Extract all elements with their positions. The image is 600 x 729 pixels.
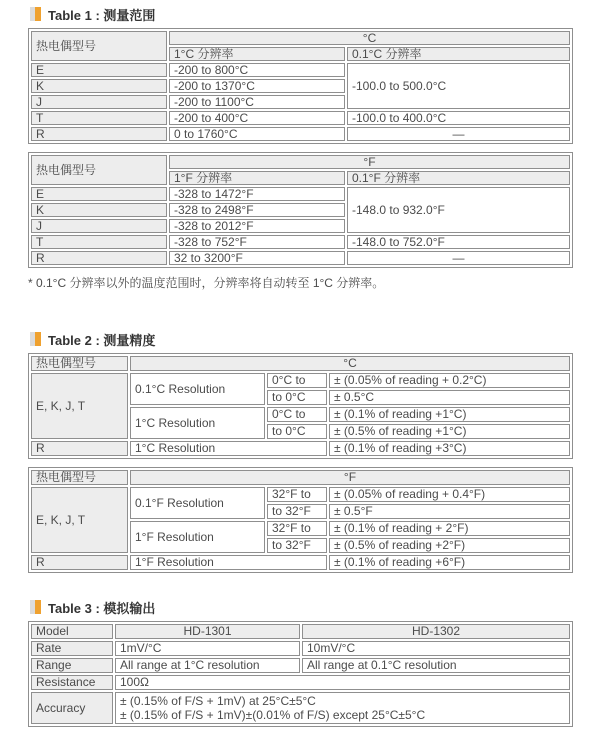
t3-accuracy-line2: ± (0.15% of F/S + 1mV)±(0.01% of F/S) except 25°C±5°C <box>120 708 426 722</box>
t1f-row-r-range01: — <box>347 251 570 265</box>
t1f-row-r-range1: 32 to 3200°F <box>169 251 345 265</box>
t1f-row-k-type: K <box>31 203 167 217</box>
table1-fahrenheit <box>28 152 573 268</box>
t3-resistance-label: Resistance <box>31 675 113 690</box>
t1c-row-r-range1: 0 to 1760°C <box>169 127 345 141</box>
t2f-res1-acc-below: ± (0.5% of reading +2°F) <box>329 538 570 553</box>
t3-range-hd1301: All range at 1°C resolution <box>115 658 300 673</box>
t1f-row-t-type: T <box>31 235 167 249</box>
t2f-type-header: 热电偶型号 <box>31 470 128 485</box>
t3-accuracy-line1: ± (0.15% of F/S + 1mV) at 25°C±5°C <box>120 694 316 708</box>
table1-footnote: * 0.1°C 分辨率以外的温度范围时，分辨率将自动转至 1°C 分辨率。 <box>28 276 385 290</box>
t3-accuracy-value <box>115 692 570 724</box>
t2f-res1-cond-below: to 32°F <box>267 538 327 553</box>
table1-title-text: Table 1 : 测量范围 <box>48 7 156 23</box>
t1f-row-e-type: E <box>31 187 167 201</box>
t3-rate-hd1302: 10mV/°C <box>302 641 570 656</box>
t3-resistance-value: 100Ω <box>115 675 570 690</box>
t2c-res01-acc-below: ± 0.5°C <box>329 390 570 405</box>
t1f-row-j-type: J <box>31 219 167 233</box>
t1c-merged-range01: -100.0 to 500.0°C <box>347 63 570 109</box>
t3-rate-label: Rate <box>31 641 113 656</box>
t3-accuracy-label: Accuracy <box>31 692 113 724</box>
t2c-group-type: E, K, J, T <box>31 373 128 439</box>
t1c-type-header: 热电偶型号 <box>31 31 167 61</box>
table2-title-text: Table 2 : 测量精度 <box>48 332 156 348</box>
t2c-res1-cond-below: to 0°C <box>267 424 327 439</box>
t1f-row-e-range1: -328 to 1472°F <box>169 187 345 201</box>
t2f-r-acc: ± (0.1% of reading +6°F) <box>329 555 570 570</box>
t1c-row-e-range1: -200 to 800°C <box>169 63 345 77</box>
t2f-res01-label: 0.1°F Resolution <box>130 487 265 519</box>
table3-analog-output <box>28 621 573 727</box>
t2f-res1-cond-above: 32°F to <box>267 521 327 536</box>
t2f-r-type: R <box>31 555 128 570</box>
t3-model-hd1301: HD-1301 <box>115 624 300 639</box>
table2-title <box>30 331 573 347</box>
t1c-res1-header: 1°C 分辨率 <box>169 47 345 61</box>
t2c-r-res: 1°C Resolution <box>130 441 327 456</box>
table3-title <box>30 599 573 615</box>
t1c-row-r-range01: — <box>347 127 570 141</box>
t1f-row-j-range1: -328 to 2012°F <box>169 219 345 233</box>
t1f-type-header: 热电偶型号 <box>31 155 167 185</box>
section-bullet-icon <box>30 332 41 346</box>
t2f-group-type: E, K, J, T <box>31 487 128 553</box>
t3-range-label: Range <box>31 658 113 673</box>
t2c-res01-label: 0.1°C Resolution <box>130 373 265 405</box>
t2c-r-type: R <box>31 441 128 456</box>
t1f-row-r-type: R <box>31 251 167 265</box>
table3-title-text: Table 3 : 模拟输出 <box>48 600 156 616</box>
t1c-row-j-range1: -200 to 1100°C <box>169 95 345 109</box>
t1c-row-k-range1: -200 to 1370°C <box>169 79 345 93</box>
t2f-res01-cond-below: to 32°F <box>267 504 327 519</box>
table1-celsius <box>28 28 573 144</box>
t2c-res1-cond-above: 0°C to <box>267 407 327 422</box>
t1f-res01-header: 0.1°F 分辨率 <box>347 171 570 185</box>
t2f-res01-cond-above: 32°F to <box>267 487 327 502</box>
t1c-res01-header: 0.1°C 分辨率 <box>347 47 570 61</box>
t1c-row-e-type: E <box>31 63 167 77</box>
t2c-type-header: 热电偶型号 <box>31 356 128 371</box>
section-bullet-icon <box>30 7 41 21</box>
t3-model-hd1302: HD-1302 <box>302 624 570 639</box>
t1f-row-k-range1: -328 to 2498°F <box>169 203 345 217</box>
t2c-res1-acc-above: ± (0.1% of reading +1°C) <box>329 407 570 422</box>
t1c-row-k-type: K <box>31 79 167 93</box>
t1f-merged-range01: -148.0 to 932.0°F <box>347 187 570 233</box>
t2c-res01-cond-below: to 0°C <box>267 390 327 405</box>
t2c-r-acc: ± (0.1% of reading +3°C) <box>329 441 570 456</box>
t2f-unit-header: °F <box>130 470 570 485</box>
t2f-res1-acc-above: ± (0.1% of reading + 2°F) <box>329 521 570 536</box>
t2f-res01-acc-below: ± 0.5°F <box>329 504 570 519</box>
t1c-row-j-type: J <box>31 95 167 109</box>
t2c-res01-cond-above: 0°C to <box>267 373 327 388</box>
t1f-res1-header: 1°F 分辨率 <box>169 171 345 185</box>
t2f-res1-label: 1°F Resolution <box>130 521 265 553</box>
section-bullet-icon <box>30 600 41 614</box>
t1c-row-t-range1: -200 to 400°C <box>169 111 345 125</box>
t1c-row-r-type: R <box>31 127 167 141</box>
t2c-res01-acc-above: ± (0.05% of reading + 0.2°C) <box>329 373 570 388</box>
t1c-row-t-range01: -100.0 to 400.0°C <box>347 111 570 125</box>
t2c-res1-acc-below: ± (0.5% of reading +1°C) <box>329 424 570 439</box>
table1-title <box>30 6 573 22</box>
t1c-unit-header: °C <box>169 31 570 45</box>
t2c-unit-header: °C <box>130 356 570 371</box>
t3-rate-hd1301: 1mV/°C <box>115 641 300 656</box>
t1f-unit-header: °F <box>169 155 570 169</box>
t3-model-label: Model <box>31 624 113 639</box>
t2c-res1-label: 1°C Resolution <box>130 407 265 439</box>
t1f-row-t-range1: -328 to 752°F <box>169 235 345 249</box>
t3-range-hd1302: All range at 0.1°C resolution <box>302 658 570 673</box>
t2f-r-res: 1°F Resolution <box>130 555 327 570</box>
table2-celsius <box>28 353 573 459</box>
t2f-res01-acc-above: ± (0.05% of reading + 0.4°F) <box>329 487 570 502</box>
t1f-row-t-range01: -148.0 to 752.0°F <box>347 235 570 249</box>
t1c-row-t-type: T <box>31 111 167 125</box>
table2-fahrenheit <box>28 467 573 573</box>
